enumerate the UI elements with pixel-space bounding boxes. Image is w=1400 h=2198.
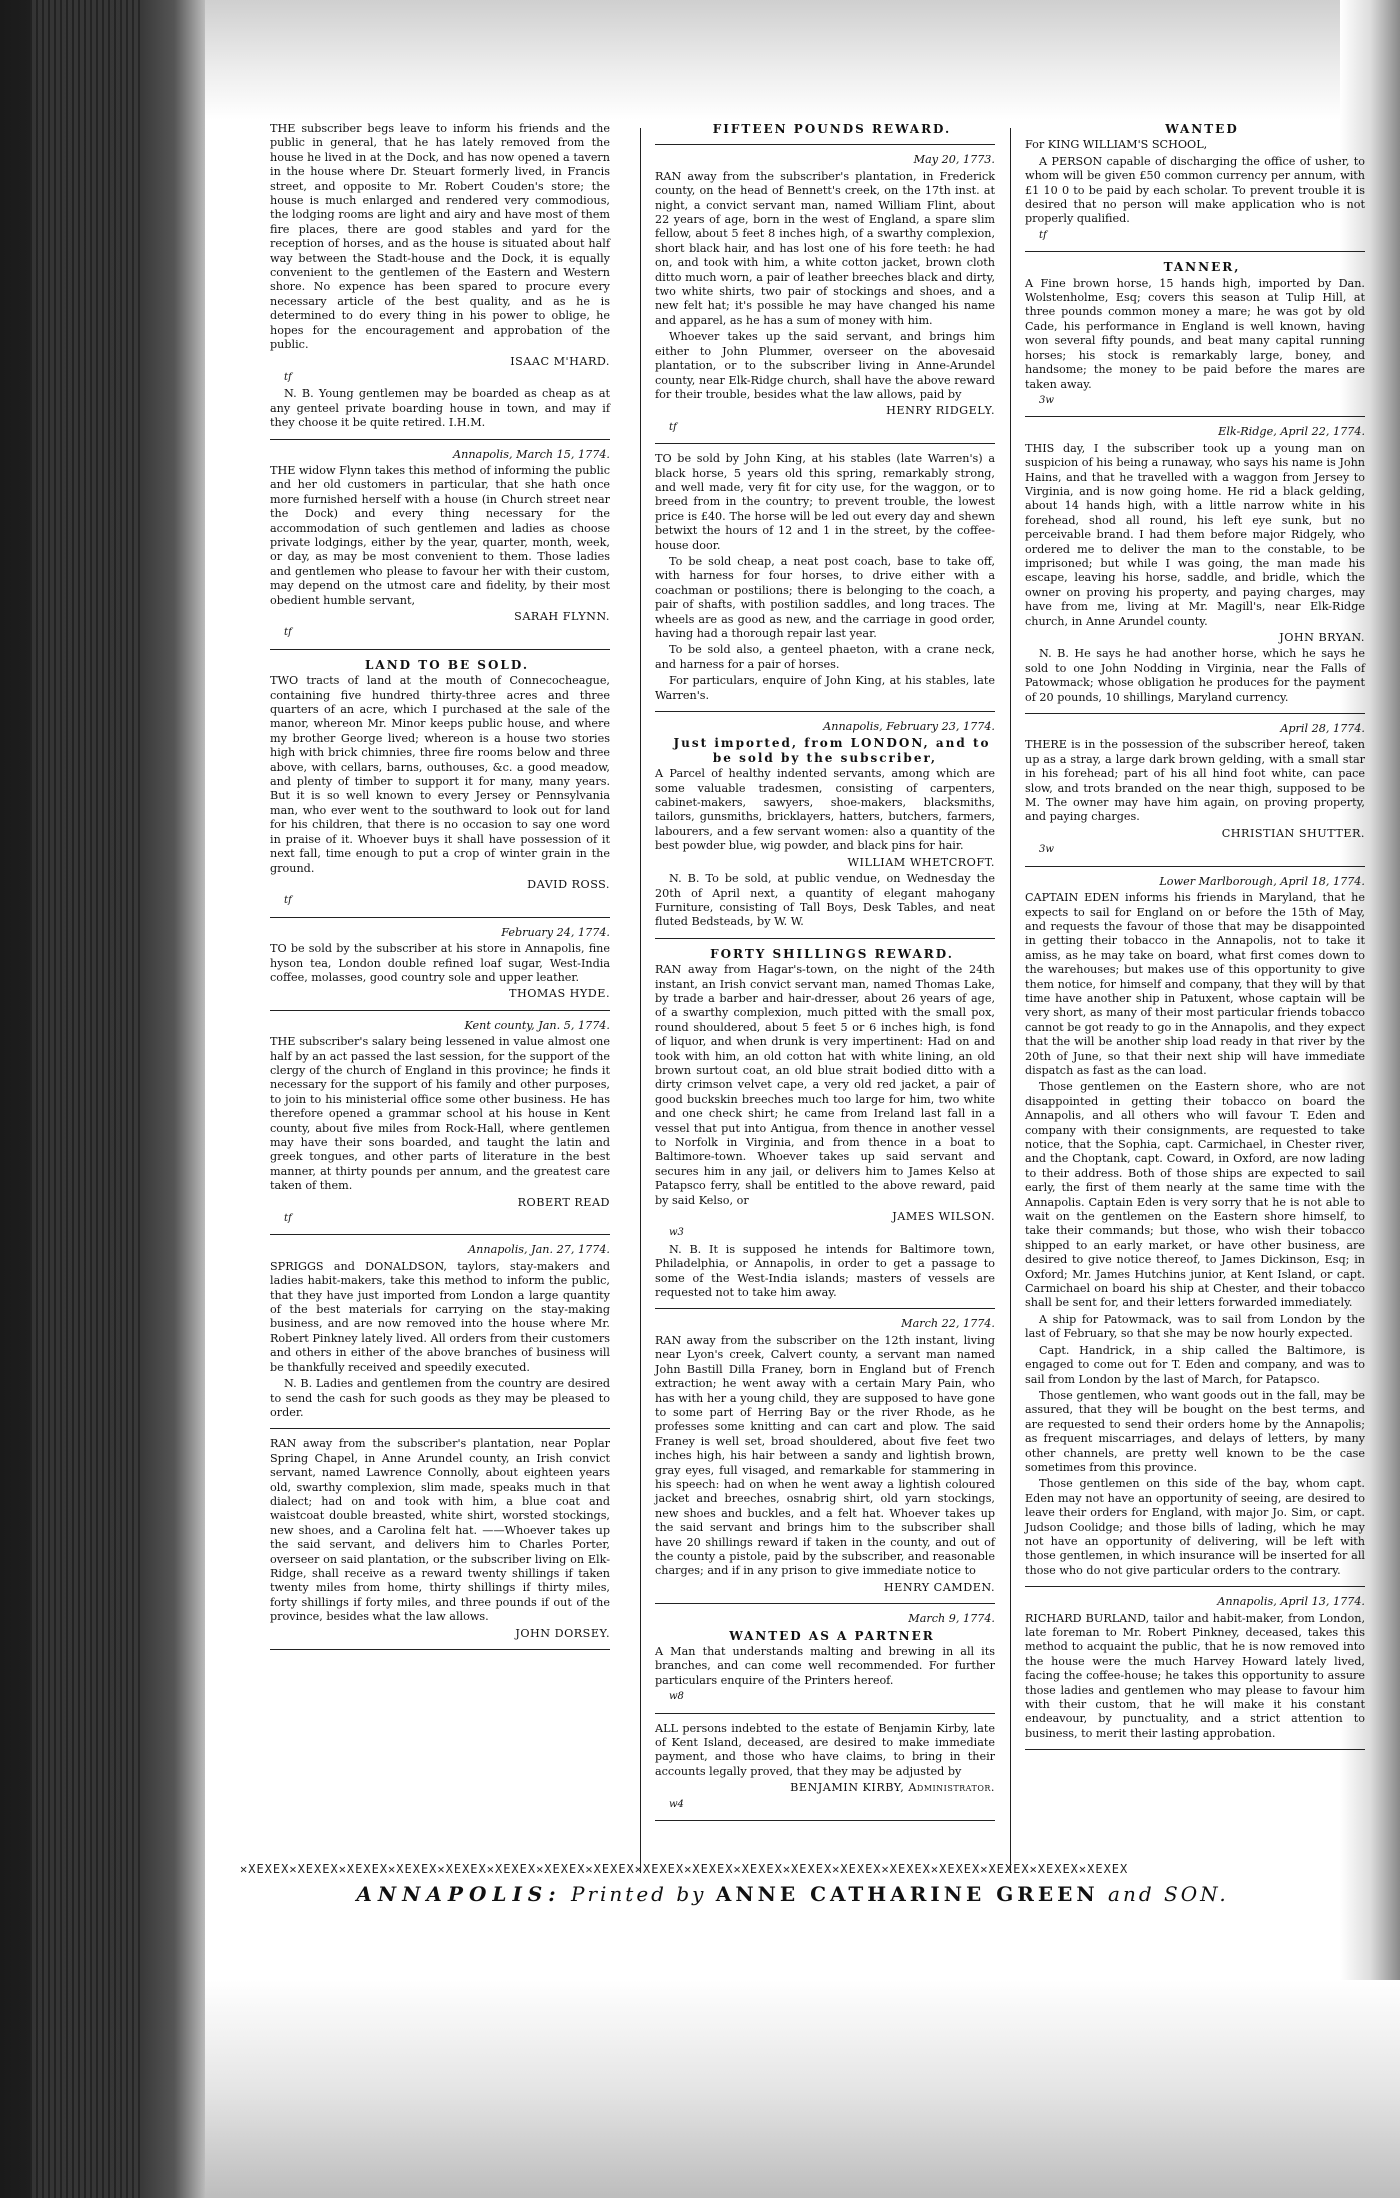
ad-paragraph: To be sold also, a genteel phaeton, with a crane neck, and harness for a pair of horses.: [655, 643, 995, 671]
ad-heading: WANTED: [1165, 122, 1239, 136]
ad-paragraph: THERE is in the possession of the subscriber hereof, taken up as a stray, a large dark brown gelding, with a small star in his forehead; part of his all hind foot white, can pace slow, and trots branded on the near thigh, supposed to be M. The owner may have him again, on proving property, and paying charges.: [1025, 738, 1365, 824]
advertisement: [270, 118, 610, 440]
ad-paragraph: TO be sold by the subscriber at his store in Annapolis, fine hyson tea, London double refined loaf sugar, West-India coffee, molasses, good country sole and upper leather.: [270, 942, 610, 984]
ad-heading: WANTED AS A PARTNER: [729, 1628, 935, 1643]
imprint-suffix: and SON.: [1098, 1882, 1229, 1906]
ad-insertion-marker: w3: [669, 1227, 684, 1239]
ad-paragraph: A Man that understands malting and brewing in all its branches, and can come well recommended. For further particulars enquire of the Printers hereof.: [655, 1645, 995, 1687]
ad-signature: ISAAC M'HARD.: [510, 354, 610, 368]
ornamental-border: ✕XEXEX✕XEXEX✕XEXEX✕XEXEX✕XEXEX✕XEXEX✕XEXEX✕XEXEX✕XEXEX✕XEXEX✕XEXEX✕XEXEX✕XEXEX✕XEXEX✕XEXEX✕XEXEX✕XEXEX✕XEXEX: [240, 1862, 1129, 1876]
ad-note: N. B. Young gentlemen may be boarded as cheap as at any genteel private boarding house in town, and may if they choose it be quite retired. I.H.M.: [270, 387, 610, 430]
ad-signature: JOHN DORSEY.: [515, 1626, 610, 1640]
ad-insertion-marker: tf: [1039, 229, 1047, 241]
advertisement: [270, 1433, 610, 1650]
ad-dateline: Elk-Ridge, April 22, 1774.: [1218, 425, 1365, 439]
ad-paragraph: THE subscriber begs leave to inform his friends and the public in general, that he has lately removed from the house he lived in at the Dock, and has now opened a tavern in the house where Dr. Steuart formerly lived, in Francis street, and opposite to Mr. Robert Couden's store; the house is much enlarged and rendered very commodious, the lodging rooms are light and airy and have most of them fire places, there are good stables and yard for the reception of horses, and as the house is situated about half way between the Stadt-house and the Dock, it is equally convenient to the gentlemen of the Eastern and Western shore. No expence has been spared to procure every necessary article of the best quality, and as he is determined to do every thing in his power to oblige, he hopes for the encouragement and approbation of the public.: [270, 122, 610, 352]
ad-heading: Just imported, from LONDON, and to be sold by the subscriber,: [673, 736, 991, 765]
advertisement: [1025, 718, 1365, 867]
printer-imprint: [240, 1882, 1345, 1906]
ad-signature: JOHN BRYAN.: [1279, 631, 1365, 644]
ad-paragraph: Those gentlemen on this side of the bay, whom capt. Eden may not have an opportunity of seeing, are desired to leave their orders for England, with major Jo. Sim, or capt. Judson Coolidge; and those bills of lading, which he may not have an opportunity of delivering, will be left with those gentlemen, in which insurance will be inserted for all those who do not give particular orders to the contrary.: [1025, 1477, 1365, 1577]
ad-paragraph: For KING WILLIAM'S SCHOOL,: [1025, 138, 1208, 152]
ad-signature: HENRY CAMDEN.: [883, 1580, 995, 1594]
imprint-place: ANNAPOLIS:: [356, 1882, 562, 1906]
ad-note: N. B. Ladies and gentlemen from the country are desired to send the cash for such goods as they may be pleased to order.: [270, 1377, 610, 1419]
column-rule: [640, 128, 641, 1873]
ad-heading: TANNER,: [1163, 260, 1241, 275]
scan-top-shadow: [205, 0, 1400, 120]
ad-note: N. B. It is supposed he intends for Baltimore town, Philadelphia, or Annapolis, in order to get a passage to some of the West-India islands; masters of vessels are requested not to take him away.: [655, 1242, 995, 1300]
ad-paragraph: Capt. Handrick, in a ship called the Baltimore, is engaged to come out for T. Eden and company, and was to sail from London by the last of March, for Patapsco.: [1025, 1343, 1365, 1386]
ad-insertion-marker: tf: [284, 627, 292, 639]
ad-dateline: February 24, 1774.: [501, 925, 610, 939]
ad-paragraph: SPRIGGS and DONALDSON, taylors, stay-makers and ladies habit-makers, take this method to inform the public, that they have just imported from London a large quantity of the best materials for carrying on the stay-making business, and are now removed into the house where Mr. Robert Pinkney lately lived. All orders from their customers and others in either of the above branches of business will be thankfully received and speedily executed.: [270, 1259, 610, 1374]
advertisement: [655, 716, 995, 939]
advertisement: [655, 943, 995, 1310]
ad-insertion-marker: tf: [669, 421, 677, 433]
ad-signature: CHRISTIAN SHUTTER.: [1221, 826, 1365, 840]
ad-paragraph: A Parcel of healthy indented servants, among which are some valuable tradesmen, consisting of carpenters, cabinet-makers, sawyers, shoe-makers, blacksmiths, tailors, gunsmiths, bricklayers, hatters, butchers, farmers, labourers, and a few servant women: also a quantity of the best powder blue, wig powder, and black pins for hair.: [655, 767, 995, 853]
ad-paragraph: THE widow Flynn takes this method of informing the public and her old customers in particular, that she hath once more furnished herself with a house (in Church street near the Dock) and every thing necessary for the accommodation of such gentlemen and ladies as choose private lodgings, either by the year, quarter, month, week, or day, as may be most convenient to them. Those ladies and gentlemen who please to favour her with their custom, may depend on the utmost care and fidelity, by their most obedient humble servant,: [270, 463, 610, 607]
advertisement: [270, 444, 610, 650]
newspaper-page: [240, 118, 1365, 1948]
ad-insertion-marker: tf: [284, 371, 292, 383]
advertisement: [270, 654, 610, 918]
advertisement: [1025, 1591, 1365, 1750]
ad-heading: LAND TO BE SOLD.: [364, 657, 530, 672]
ad-insertion-marker: 3w: [1039, 844, 1054, 856]
ad-dateline: May 20, 1773.: [913, 153, 995, 167]
imprint-printer: ANNE CATHARINE GREEN: [715, 1882, 1099, 1906]
scan-bottom-shadow: [205, 1980, 1400, 2198]
column-middle: [655, 118, 995, 1825]
ad-paragraph: Those gentlemen, who want goods out in the fall, may be assured, that they will be bought on the best terms, and are requested to send their orders home by the Annapolis; as frequent miscarriages, and delays of letters, by many other channels, are pretty well known to be the case sometimes from this province.: [1025, 1388, 1365, 1474]
ad-paragraph: THIS day, I the subscriber took up a young man on suspicion of his being a runaway, who says his name is John Hains, and that he travelled with a waggon from Jersey to Virginia, and is now going home. He rid a black gelding, about 14 hands high, with a little narrow white in his forehead, shod all round, his left eye sunk, but no perceivable brand. I had them before major Ridgely, who ordered me to deliver the man to the constable, to be imprisoned; but while I was going, the man made his escape, leaving his horse, saddle, and bridle, which the owner on proving his property, and paying charges, may have from me, living at Mr. Magill's, near Elk-Ridge church, in Anne Arundel county.: [1025, 441, 1365, 628]
ad-paragraph: A ship for Patowmack, was to sail from London by the last of February, so that she may be now hourly expected.: [1025, 1312, 1365, 1341]
ad-insertion-marker: 3w: [1039, 394, 1054, 406]
ad-insertion-marker: w4: [669, 1798, 684, 1810]
ad-paragraph: ALL persons indebted to the estate of Benjamin Kirby, late of Kent Island, deceased, are desired to make immediate payment, and those who have claims, to bring in their accounts legally proved, that they may be adjusted by: [655, 1721, 995, 1778]
advertisement: [655, 1718, 995, 1821]
ad-paragraph: THE subscriber's salary being lessened in value almost one half by an act passed the last session, for the support of the clergy of the church of England in this province; he finds it necessary for the support of his family and other purposes, to join to his ministerial office some other business. He has therefore opened a grammar school at his house in Kent county, about five miles from Rock-Hall, where gentlemen may have their sons boarded, and taught the latin and greek tongues, and other parts of literature in the best manner, at thirty pounds per annum, and the greatest care taken of them.: [270, 1035, 610, 1193]
advertisement: [655, 448, 995, 712]
ad-insertion-marker: w8: [669, 1691, 684, 1703]
ad-signature: SARAH FLYNN.: [514, 610, 610, 623]
column-rule: [1010, 128, 1011, 1873]
ad-signature: ROBERT READ: [517, 1195, 610, 1209]
ad-paragraph: Whoever takes up the said servant, and brings him either to John Plummer, overseer on the abovesaid plantation, or to the subscriber living in Anne-Arundel county, near Elk-Ridge church, shall have the above reward for their trouble, besides what the law allows, paid by: [655, 330, 995, 401]
ad-signature: HENRY RIDGELY.: [886, 404, 995, 418]
ad-note: N. B. To be sold, at public vendue, on Wednesday the 20th of April next, a quantity of elegant mahogany Furniture, consisting of Tall Boys, Desk Tables, and neat fluted Bedsteads, by W. W.: [655, 872, 995, 929]
advertisement: [270, 922, 610, 1011]
ad-signature: WILLIAM WHETCROFT.: [847, 855, 995, 869]
advertisement: [655, 118, 995, 145]
advertisement: [655, 1313, 995, 1604]
ad-dateline: Lower Marlborough, April 18, 1774.: [1159, 874, 1365, 888]
advertisement: [270, 1239, 610, 1429]
ad-paragraph: A Fine brown horse, 15 hands high, imported by Dan. Wolstenholme, Esq; covers this season at Tulip Hill, at three pounds common money a mare; he was got by old Cade, his performance in England is well known, having won several fifty pounds, and beat many capital running horses; his stock is remarkably large, boney, and handsome; the money to be paid before the mares are taken away.: [1025, 276, 1365, 391]
ad-paragraph: A PERSON capable of discharging the office of usher, to whom will be given £50 common currency per annum, with £1 10 0 to be paid by each scholar. To prevent trouble it is desired that no person will make application who is not properly qualified.: [1025, 154, 1365, 226]
ad-paragraph: TO be sold by John King, at his stables (late Warren's) a black horse, 5 years old this spring, remarkably strong, and well made, very fit for city use, for the waggon, or to breed from in the country; to prevent trouble, the lowest price is £40. The horse will be led out every day and shewn betwixt the hours of 12 and 1 in the street, by the coffee-house door.: [655, 452, 995, 552]
ad-signature: BENJAMIN KIRBY, Administrator.: [790, 1781, 995, 1795]
ad-paragraph: Those gentlemen on the Eastern shore, who are not disappointed in getting their tobacco on board the Annapolis, and all others who will favour T. Eden and company with their consignments, are requested to take notice, that the Sophia, capt. Carmichael, in Chester river, and the Choptank, capt. Coward, in Oxford, are now lading to their address. Both of those ships are expected to sail early, the first of them nearly at the same time with the Annapolis. Captain Eden is very sorry that he is not able to wait on the gentlemen on the Eastern shore himself, to take their commands; but those, who wish their tobacco shipped to an early market, or have other business, are desired to give notice thereof, to James Dickinson, Esq; in Oxford; Mr. James Hutchins junior, at Kent Island, or capt. Carmichael on board his ship at Chester, and their tobacco shall be sent for, and their letters forwarded immediately.: [1025, 1080, 1365, 1310]
ad-dateline: Annapolis, Jan. 27, 1774.: [468, 1243, 610, 1257]
ad-dateline: April 28, 1774.: [1280, 722, 1365, 736]
ad-paragraph: RICHARD BURLAND, tailor and habit-maker, from London, late foreman to Mr. Robert Pinkney, deceased, takes this method to acquaint the public, that he is now removed into the house were the much Harvey Howard lately lived, facing the coffee-house; he takes this opportunity to assure those ladies and gentlemen who may please to favour him with their custom, that he will make it his constant endeavour, by punctuality, and a strict attention to business, to merit their lasting approbation.: [1025, 1611, 1365, 1740]
ad-dateline: Annapolis, March 15, 1774.: [453, 447, 610, 461]
ad-insertion-marker: tf: [284, 895, 292, 907]
advertisement: [655, 149, 995, 444]
ad-paragraph: For particulars, enquire of John King, at his stables, late Warren's.: [655, 674, 995, 702]
ad-signature: THOMAS HYDE.: [509, 987, 610, 1001]
ad-insertion-marker: tf: [284, 1213, 292, 1225]
ad-dateline: March 22, 1774.: [901, 1317, 995, 1331]
ad-dateline: March 9, 1774.: [908, 1612, 995, 1626]
ad-paragraph: RAN away from the subscriber's plantation, in Frederick county, on the head of Bennett's creek, on the 17th inst. at night, a convict servant man, named William Flint, about 22 years of age, born in the west of England, a spare slim fellow, about 5 feet 8 inches high, of a swarthy complexion, short black hair, and has lost one of his fore teeth: he had on, and took with him, a white cotton jacket, brown cloth ditto much worn, a pair of leather breeches black and dirty, two white shirts, two pair of stockings and shoes, and a new felt hat; it's possible he may have changed his name and apparel, as he has a sum of money with him.: [655, 169, 995, 327]
ad-signature: JAMES WILSON.: [892, 1210, 995, 1224]
ad-note: N. B. He says he had another horse, which he says he sold to one John Nodding in Virginia, near the Falls of Patowmack; whose obligation he produces for the payment of 20 pounds, 10 shillings, Maryland currency.: [1025, 647, 1365, 704]
advertisement: [1025, 871, 1365, 1588]
advertisement: [1025, 421, 1365, 714]
column-right: [1025, 118, 1365, 1754]
ad-paragraph: RAN away from the subscriber on the 12th instant, living near Lyon's creek, Calvert county, a servant man named John Bastill Dilla Franey, born in England but of French extraction; he went away with a certain Mary Pain, who has with her a young child, they are supposed to have gone to some part of Herring Bay or the river Rhode, as he professes some knitting and can cart and plow. The said Franey is well set, broad shouldered, about five feet two inches high, his hair between a sandy and lightish brown, gray eyes, full visaged, and remarkable for stammering in his speech: had on when he went away a lightish coloured jacket and breeches, osnabrig shirt, old yarn stockings, new shoes and buckles, and a felt hat. Whoever takes up the said servant and brings him to the subscriber shall have 20 shillings reward if taken in the county, and out of the county a pistole, paid by the subscriber, and reasonable charges; and if in any prison to give immediate notice to: [655, 1333, 995, 1578]
imprint-text: Printed by: [561, 1882, 716, 1906]
advertisement: [270, 1015, 610, 1236]
ad-paragraph: RAN away from Hagar's-town, on the night of the 24th instant, an Irish convict servant man, named Thomas Lake, by trade a barber and hair-dresser, about 26 years of age, of a swarthy complexion, much pitted with the small pox, round shouldered, about 5 feet 5 or 6 inches high, is fond of liquor, and when drunk is very impertinent: Had on and took with him, an old cotton hat with white lining, an old brown surtout coat, an old blue strait bodied ditto with a dirty crimson velvet cape, a very old red jacket, a pair of good buckskin breeches much too large for him, two white and one check shirt; he came from Ireland last fall in a vessel that put into Antigua, from thence in another vessel to Norfolk in Virginia, and from thence in a boat to Baltimore-town. Whoever takes up said servant and secures him in any jail, or delivers him to James Kelso at Patapsco ferry, shall be entitled to the above reward, paid by said Kelso, or: [655, 963, 995, 1207]
ad-paragraph: CAPTAIN EDEN informs his friends in Maryland, that he expects to sail for England on or before the 15th of May, and requests the favour of those that may be disappointed in getting their tobacco in the Annapolis, not to take it amiss, as he may take on board, what first comes down to the warehouses; but makes use of this opportunity to give them notice, for himself and company, that they will by that time have another ship in Patuxent, whose captain will be very short, as many of their most particular friends tobacco cannot be got ready to go in the Annapolis, and they expect that the will be another ship load ready in that river by the 20th of June, so that their next ship will have immediate dispatch as fast as the can load.: [1025, 891, 1365, 1077]
ad-dateline: Annapolis, April 13, 1774.: [1217, 1595, 1365, 1609]
ad-dateline: Kent county, Jan. 5, 1774.: [464, 1018, 610, 1032]
advertisement: [1025, 256, 1365, 417]
column-left: [270, 118, 610, 1654]
ad-paragraph: To be sold cheap, a neat post coach, base to take off, with harness for four horses, to drive either with a coachman or postilions; there is belonging to the coach, a pair of shafts, with postilion saddles, and long traces. The wheels are as good as new, and the carriage in good order, having had a thorough repair last year.: [655, 554, 995, 640]
ad-heading: FIFTEEN POUNDS REWARD.: [712, 122, 952, 136]
ad-heading: FORTY SHILLINGS REWARD.: [710, 946, 954, 961]
book-gutter: [0, 0, 205, 2198]
ad-signature: DAVID ROSS.: [527, 877, 610, 891]
ad-paragraph: TWO tracts of land at the mouth of Connecocheague, containing five hundred thirty-three acres and three quarters of an acre, which I purchased at the sale of the manor, whereon Mr. Minor keeps public house, and where my brother George lived; whereon is a house two stories high with brick chimnies, three fire rooms below and three above, with cellars, barns, outhouses, &c. a good meadow, and plenty of timber to support it for many, many years. But it is so well known to every Jersey or Pennsylvania man, who ever went to the southward to look out for land for his children, that there is no occasion to say one word in praise of it. Whoever buys it shall have possession of it next fall, time enough to put a crop of winter grain in the ground.: [270, 674, 610, 875]
ad-paragraph: RAN away from the subscriber's plantation, near Poplar Spring Chapel, in Anne Arundel county, an Irish convict servant, named Lawrence Connolly, about eighteen years old, swarthy complexion, slim made, speaks much in that dialect; had on and took with him, a blue coat and waistcoat double breasted, white shirt, worsted stockings, new shoes, and a Carolina felt hat. ——Whoever takes up the said servant, and delivers him to Charles Porter, overseer on said plantation, or the subscriber living on Elk-Ridge, shall receive as a reward twenty shillings if taken twenty miles from home, thirty shillings if thirty miles, forty shillings if forty miles, and three pounds if out of the province, besides what the law allows.: [270, 1437, 610, 1624]
ad-dateline: Annapolis, February 23, 1774.: [823, 720, 995, 734]
advertisement: [655, 1608, 995, 1713]
advertisement: [1025, 118, 1365, 252]
